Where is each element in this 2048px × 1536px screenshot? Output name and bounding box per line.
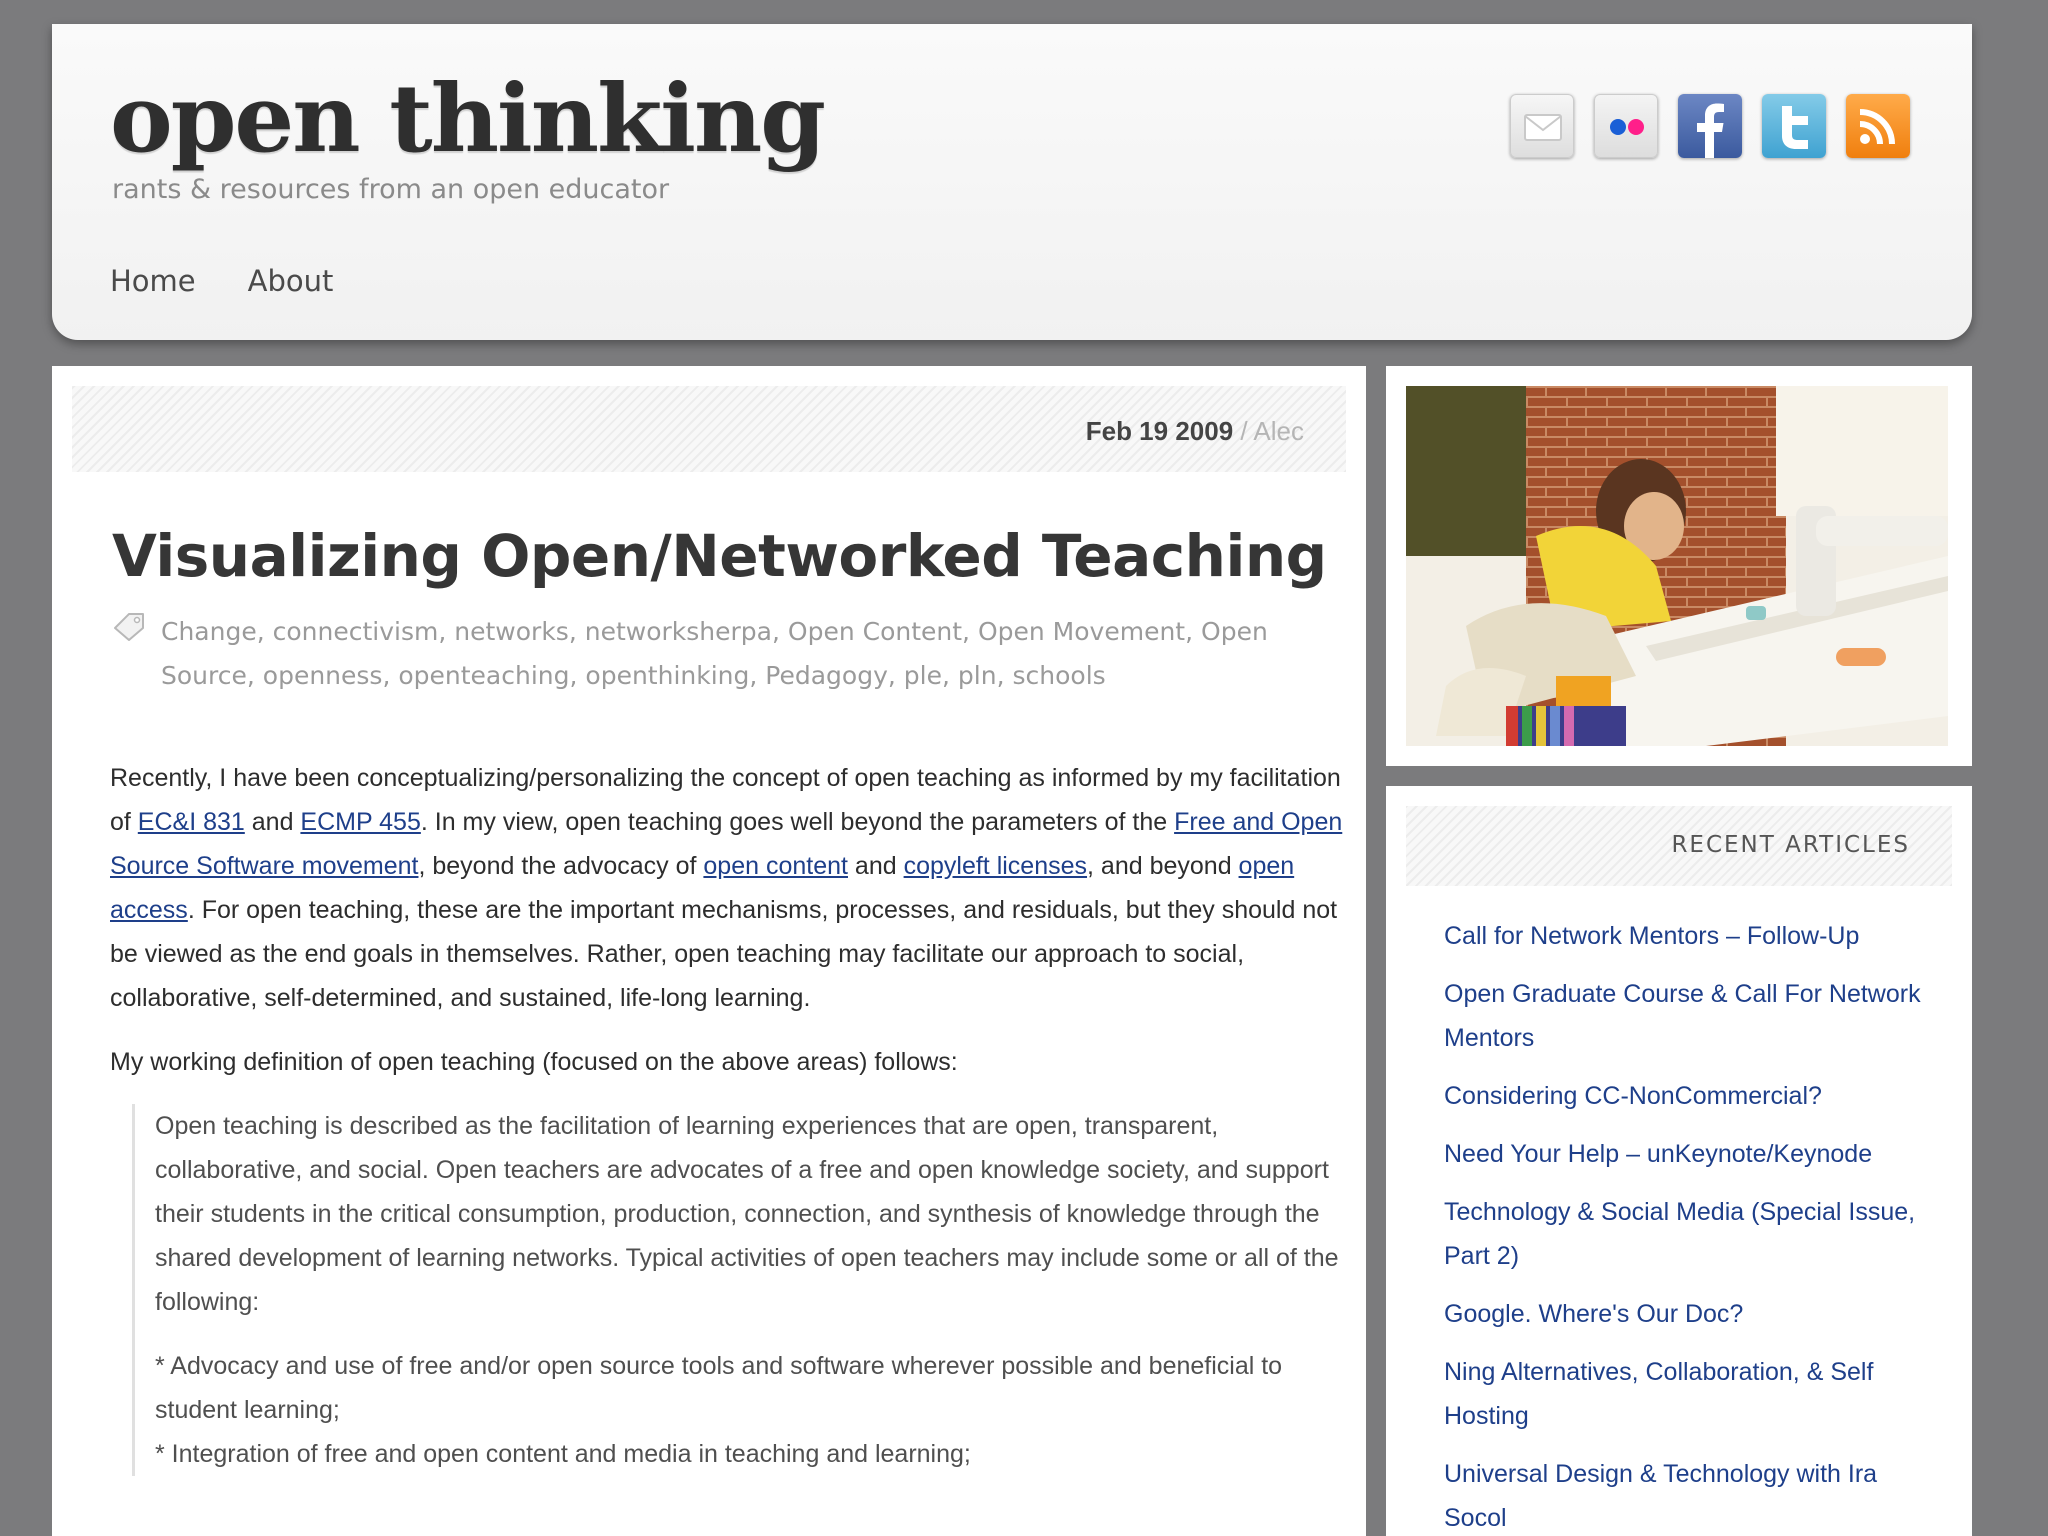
text: , and beyond (1087, 852, 1239, 880)
tag-list: Change, connectivism, networks, networksherpa, Open Content, Open Movement, Open Source, openness, openteaching, openthinking, Pedagogy, ple, pln, schools (161, 617, 1268, 690)
recent-articles-header (1406, 806, 1952, 886)
list-item (1444, 1074, 1944, 1118)
recent-article-link[interactable]: Call for Network Mentors – Follow-Up (1444, 922, 1860, 950)
site-tagline: rants & resources from an open educator (112, 174, 670, 205)
quote-list-item: * Advocacy and use of free and/or open source tools and software wherever possible and beneficial to student learning; (155, 1352, 1283, 1424)
link-copyleft-licenses[interactable]: copyleft licenses (903, 852, 1088, 880)
meta-separator: / (1233, 416, 1254, 446)
text: , beyond the advocacy of (418, 852, 704, 880)
link-foss-movement[interactable]: Free and Open Source Software movement (110, 808, 1343, 880)
recent-articles-heading: RECENT ARTICLES (1671, 832, 1910, 858)
tag-icon (112, 612, 146, 642)
recent-articles-list (1444, 914, 1944, 1536)
main-nav (110, 264, 333, 298)
recent-article-link[interactable]: Google. Where's Our Doc? (1444, 1300, 1744, 1328)
site-title[interactable]: open thinking (110, 64, 825, 174)
twitter-icon[interactable] (1762, 94, 1826, 158)
post-body (110, 756, 1350, 1476)
quote-paragraph: Open teaching is described as the facilitation of learning experiences that are open, transparent, collaborative, and social. Open teachers are advocates of a free and open knowledge society, and support their students in the critical consumption, production, connection, and synthesis of knowledge through the shared development of learning networks. Typical activities of open teachers may include some or all of the following: (155, 1112, 1339, 1316)
definition-blockquote (132, 1104, 1350, 1476)
list-item (1444, 1292, 1944, 1336)
recent-article-link[interactable]: Ning Alternatives, Collaboration, & Self Hosting (1444, 1358, 1874, 1430)
facebook-icon[interactable] (1678, 94, 1742, 158)
quote-list-item: * Integration of free and open content and media in teaching and learning; (155, 1440, 971, 1468)
list-item (1444, 1190, 1944, 1278)
text: and (847, 852, 904, 880)
tag-link[interactable]: openteaching (398, 661, 570, 690)
post-meta-bar (72, 386, 1346, 472)
recent-article-link[interactable]: Considering CC-NonCommercial? (1444, 1082, 1822, 1110)
nav-about[interactable]: About (247, 264, 334, 298)
post-container (52, 366, 1366, 1536)
post-author[interactable]: Alec (1253, 416, 1304, 446)
recent-article-link[interactable]: Technology & Social Media (Special Issue, Part 2) (1444, 1198, 1916, 1270)
list-item (1444, 1132, 1944, 1176)
tag-link[interactable]: pln (957, 661, 997, 690)
list-item (1444, 1350, 1944, 1438)
recent-article-link[interactable]: Open Graduate Course & Call For Network Mentors (1444, 980, 1921, 1052)
recent-article-link[interactable]: Universal Design & Technology with Ira Socol (1444, 1460, 1878, 1532)
nav-home[interactable]: Home (110, 264, 196, 298)
recent-articles-widget (1386, 786, 1972, 1536)
mail-icon[interactable] (1510, 94, 1574, 158)
tag-link[interactable]: openthinking (585, 661, 750, 690)
post-date: Feb 19 2009 (1085, 416, 1234, 446)
tag-link[interactable]: openness (262, 661, 383, 690)
text: . For open teaching, these are the important mechanisms, processes, and residuals, but they should not be viewed as the end goals in themselves. Rather, open teaching may facilitate our approach to social, collaborative, self-determined, and sustained, life-long learning. (110, 896, 1338, 1012)
post-paragraph-2: My working definition of open teaching (focused on the above areas) follows: (110, 1048, 958, 1076)
link-open-access[interactable]: open access (110, 852, 1295, 924)
sidebar-image-card (1386, 366, 1972, 766)
tag-link[interactable]: Change (161, 617, 257, 646)
tag-link[interactable]: connectivism (272, 617, 439, 646)
tag-link[interactable]: schools (1012, 661, 1106, 690)
text: . In my view, open teaching goes well beyond the parameters of the (420, 808, 1175, 836)
flickr-icon[interactable] (1594, 94, 1658, 158)
text: and (244, 808, 301, 836)
recent-article-link[interactable]: Need Your Help – unKeynote/Keynode (1444, 1140, 1873, 1168)
tag-link[interactable]: networksherpa (584, 617, 772, 646)
link-ecandi-831[interactable]: EC&I 831 (137, 808, 245, 836)
post-title[interactable]: Visualizing Open/Networked Teaching (112, 522, 1327, 590)
social-links (1510, 94, 1910, 158)
link-ecmp-455[interactable]: ECMP 455 (300, 808, 421, 836)
tag-link[interactable]: Open Source (161, 617, 1268, 690)
header-photo-child-chalk (1406, 386, 1948, 746)
post-meta (1086, 416, 1304, 447)
tag-link[interactable]: Open Movement (977, 617, 1186, 646)
tag-link[interactable]: ple (903, 661, 942, 690)
text: Recently, I have been conceptualizing/personalizing the concept of open teaching as informed by my facilitation of (110, 764, 1341, 836)
rss-icon[interactable] (1846, 94, 1910, 158)
list-item (1444, 1452, 1944, 1536)
tag-link[interactable]: Open Content (787, 617, 963, 646)
tag-link[interactable]: networks (454, 617, 569, 646)
list-item (1444, 972, 1944, 1060)
link-open-content[interactable]: open content (703, 852, 848, 880)
post-paragraph-1 (110, 756, 1350, 1020)
list-item (1444, 914, 1944, 958)
tag-link[interactable]: Pedagogy (765, 661, 888, 690)
site-header (52, 24, 1972, 340)
